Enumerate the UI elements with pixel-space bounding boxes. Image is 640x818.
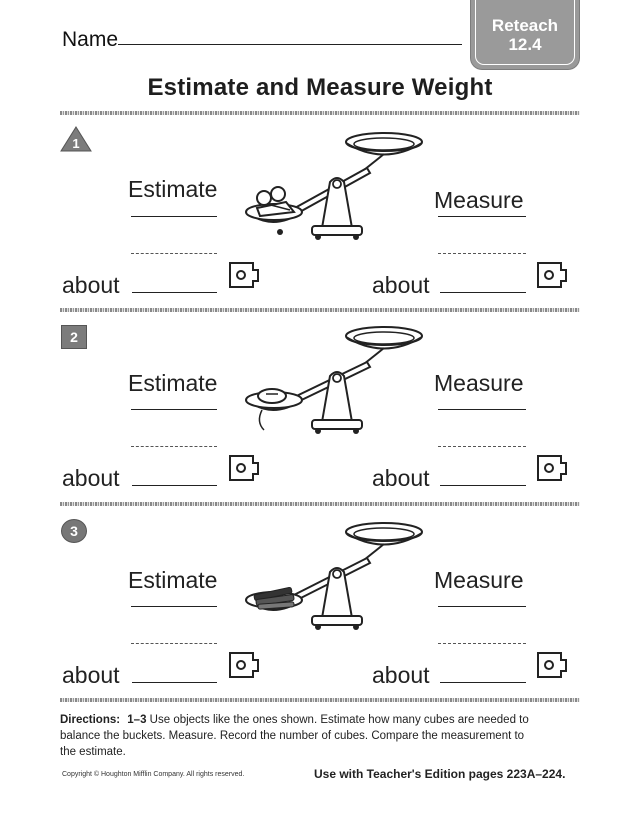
estimate-answer-line[interactable] [132,682,217,683]
about-label: about [372,662,430,688]
directions-text [60,712,530,760]
about-label: about [62,662,120,688]
estimate-dashed-line [131,253,217,254]
estimate-label: Estimate [128,176,218,202]
measure-label: Measure [434,567,524,593]
directions-range: 1–3 [127,714,147,726]
balance-scale-crayons-illustration [242,514,424,636]
measure-answer-line[interactable] [440,682,526,683]
teachers-edition-reference: Use with Teacher's Edition pages 223A–224. [314,767,566,781]
divider [60,698,580,702]
name-write-line[interactable] [118,44,462,45]
cube-icon [227,453,261,483]
page-title: Estimate and Measure Weight [147,74,493,101]
reteach-badge [470,0,580,70]
estimate-dashed-line [131,446,217,447]
problem-2-badge: 2 [61,325,87,349]
about-label: about [372,465,430,491]
cube-icon [227,260,261,290]
directions-body: Use objects like the ones shown. Estimate how many cubes are needed to balance the buckets. Measure. Record the number of cubes. Compare the measurement to the estimate. [60,714,529,758]
directions-prefix: Directions: [60,714,121,726]
cube-icon [535,650,569,680]
about-label: about [62,272,120,298]
estimate-answer-line[interactable] [132,292,217,293]
measure-label: Measure [434,187,524,213]
balance-scale-mouse-illustration [242,318,424,440]
problem-3-badge: 3 [61,519,87,543]
cube-icon [227,650,261,680]
reteach-number: 12.4 [508,35,542,54]
estimate-label: Estimate [128,370,218,396]
cube-icon [535,453,569,483]
measure-answer-line[interactable] [440,485,526,486]
cube-icon [535,260,569,290]
problem-1-badge [60,126,92,157]
about-label: about [62,465,120,491]
divider [60,111,580,115]
copyright-notice: Copyright © Houghton Mifflin Company. All rights reserved. [62,771,245,778]
estimate-line [131,606,217,607]
measure-dashed-line [438,446,526,447]
triangle-badge-icon [60,126,92,152]
svg-text:1: 1 [72,136,80,151]
balance-scale-scissors-illustration [242,124,424,242]
estimate-line [131,216,217,217]
measure-line [438,606,526,607]
estimate-answer-line[interactable] [132,485,217,486]
measure-dashed-line [438,253,526,254]
divider [60,502,580,506]
divider [60,308,580,312]
measure-dashed-line [438,643,526,644]
measure-label: Measure [434,370,524,396]
estimate-dashed-line [131,643,217,644]
estimate-label: Estimate [128,567,218,593]
measure-line [438,216,526,217]
measure-line [438,409,526,410]
measure-answer-line[interactable] [440,292,526,293]
about-label: about [372,272,430,298]
reteach-label: Reteach [491,16,559,35]
estimate-line [131,409,217,410]
name-label: Name [62,28,119,51]
